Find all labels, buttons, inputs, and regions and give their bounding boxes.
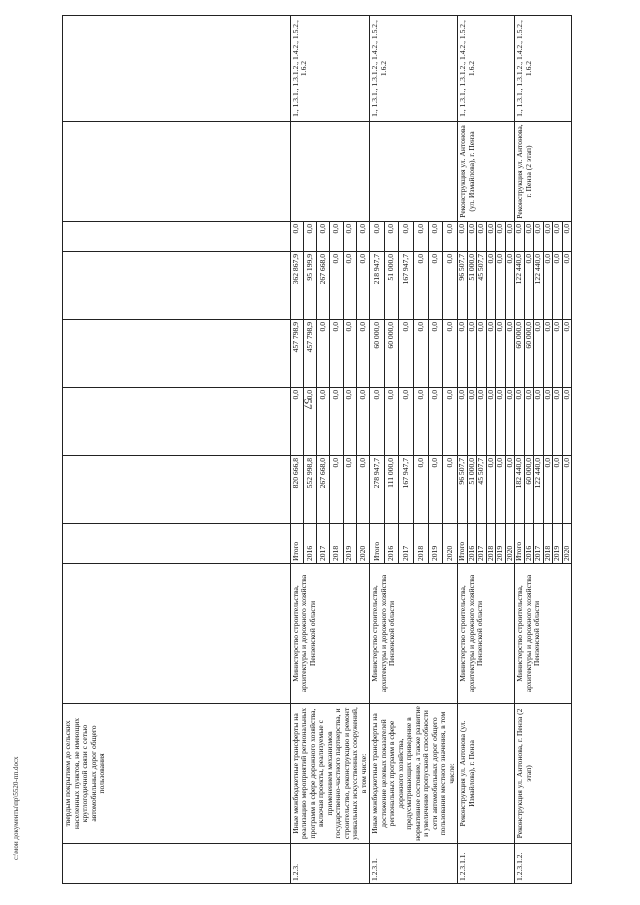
amount-local: 0,0 (428, 252, 443, 320)
amount-federal: 0,0 (534, 388, 544, 456)
amount-local: 0,0 (356, 252, 369, 320)
year-cell: Итого (370, 524, 385, 564)
amount-local: 96 507,7 (458, 252, 468, 320)
amount-total: 60 000,0 (524, 456, 534, 524)
amount-total: 820 666,8 (290, 456, 303, 524)
year-cell: Итого (290, 524, 303, 564)
year-cell: 2020 (356, 524, 369, 564)
row-number: 1.2.3.1. (370, 844, 458, 884)
amount-federal: 0,0 (443, 388, 458, 456)
amount-local: 0,0 (562, 252, 572, 320)
amount-regional: 457 798,9 (290, 320, 303, 388)
amount-other: 0,0 (553, 222, 563, 252)
amount-total: 111 000,0 (384, 456, 399, 524)
year-cell: 2018 (486, 524, 496, 564)
indicators: 1., 1.3.1., 1.3.1.2., 1.4.2., 1.5.2., 1.6.2 (290, 16, 370, 122)
amount-regional: 457 798,9 (303, 320, 316, 388)
amount-local: 0,0 (524, 252, 534, 320)
amount-regional: 60 000,0 (370, 320, 385, 388)
amount-other: 0,0 (399, 222, 414, 252)
amount-total: 0,0 (343, 456, 356, 524)
amount-federal: 0,0 (515, 388, 525, 456)
amount-total: 0,0 (543, 456, 553, 524)
amount-total: 0,0 (496, 456, 506, 524)
footer-file-path: c:\мои документы\пр\5520-пп.docx (12, 756, 20, 860)
amount-regional: 0,0 (356, 320, 369, 388)
amount-federal: 0,0 (428, 388, 443, 456)
amount-local: 0,0 (553, 252, 563, 320)
amount-regional: 60 000,0 (515, 320, 525, 388)
amount-federal: 0,0 (477, 388, 487, 456)
amount-regional: 60 000,0 (384, 320, 399, 388)
indicators: 1., 1.3.1., 1.3.1.2., 1.4.2., 1.5.2., 1.6.2 (370, 16, 458, 122)
row-number: 1.2.3.1.1. (458, 844, 515, 884)
amount-federal: 0,0 (496, 388, 506, 456)
amount-total: 0,0 (356, 456, 369, 524)
year-cell: 2020 (562, 524, 572, 564)
amount-total: 167 947,7 (399, 456, 414, 524)
object-name: Реконструкция ул. Антонова, г. Пенза (2 этап) (515, 122, 572, 222)
executor: Министерство строительства, архитектуры и дорожного хозяйства Пензенской области (370, 564, 458, 704)
year-cell: 2017 (534, 524, 544, 564)
amount-regional: 0,0 (562, 320, 572, 388)
amount-local: 51 000,0 (467, 252, 477, 320)
amount-local: 122 440,0 (515, 252, 525, 320)
amount-other: 0,0 (384, 222, 399, 252)
amount-regional: 0,0 (553, 320, 563, 388)
year-cell: 2016 (303, 524, 316, 564)
amount-regional: 0,0 (543, 320, 553, 388)
row-number: 1.2.3. (290, 844, 370, 884)
amount-other: 0,0 (505, 222, 515, 252)
amount-federal: 0,0 (343, 388, 356, 456)
indicators: 1., 1.3.1., 1.3.1.2., 1.4.2., 1.5.2., 1.6.2 (458, 16, 515, 122)
table-body (63, 16, 572, 884)
executor: Министерство строительства, архитектуры и дорожного хозяйства Пензенской области (290, 564, 370, 704)
measure-name: Реконструкция ул. Антонова (ул. Измайлова), г. Пенза (458, 704, 515, 844)
amount-total: 96 507,7 (458, 456, 468, 524)
object-name: Реконструкция ул. Антонова (ул. Измайлова), г. Пенза (458, 122, 515, 222)
executor: Министерство строительства, архитектуры и дорожного хозяйства Пензенской области (515, 564, 572, 704)
amount-local: 218 947,7 (370, 252, 385, 320)
measure-name: Иные межбюджетные трансферты на реализацию мероприятий региональных программ в сфере дорожного хозяйства, включая проекты, реализуемые с применением механизмов государственно-частного партнерства, и строительство, реконструкцию и ремонт уникальных искусственных сооружений, в том числе: (290, 704, 370, 844)
amount-regional: 0,0 (428, 320, 443, 388)
amount-other: 0,0 (515, 222, 525, 252)
amount-total: 0,0 (562, 456, 572, 524)
amount-total: 0,0 (413, 456, 428, 524)
amount-local: 0,0 (505, 252, 515, 320)
measure-name: Иные межбюджетные трансферты на достижение целевых показателей региональных программ в сфере дорожного хозяйства, предусматривающих приведение в нормативное состояние, а также развитие и увеличение пропускной способности сети автомобильных дорог общего пользования местного значения, в том числе: (370, 704, 458, 844)
amount-other: 0,0 (428, 222, 443, 252)
amount-other: 0,0 (303, 222, 316, 252)
amount-local: 167 947,7 (399, 252, 414, 320)
amount-total: 182 440,0 (515, 456, 525, 524)
amount-regional: 60 000,0 (524, 320, 534, 388)
amount-federal: 0,0 (303, 388, 316, 456)
year-cell: 2019 (343, 524, 356, 564)
amount-total: 51 000,0 (467, 456, 477, 524)
object-name (290, 122, 370, 222)
amount-regional: 0,0 (443, 320, 458, 388)
year-cell: 2020 (443, 524, 458, 564)
rotated-table-container (62, 16, 572, 884)
year-cell: 2017 (317, 524, 330, 564)
amount-other: 0,0 (356, 222, 369, 252)
amount-regional: 0,0 (399, 320, 414, 388)
amount-total: 552 998,8 (303, 456, 316, 524)
year-cell: 2017 (399, 524, 414, 564)
amount-federal: 0,0 (370, 388, 385, 456)
budget-table (62, 15, 572, 884)
continuation-text: твердым покрытием до сельских населенных пунктов, не имеющих круглогодичной связи с сетью автомобильных дорог общего пользования (63, 704, 291, 844)
amount-total: 267 668,0 (317, 456, 330, 524)
amount-federal: 0,0 (524, 388, 534, 456)
amount-regional: 0,0 (458, 320, 468, 388)
amount-other: 0,0 (413, 222, 428, 252)
amount-other: 0,0 (496, 222, 506, 252)
year-cell: Итого (515, 524, 525, 564)
amount-total: 278 947,7 (370, 456, 385, 524)
amount-regional: 0,0 (477, 320, 487, 388)
amount-local: 0,0 (496, 252, 506, 320)
amount-regional: 0,0 (467, 320, 477, 388)
year-cell: 2019 (553, 524, 563, 564)
amount-other: 0,0 (534, 222, 544, 252)
amount-other: 0,0 (543, 222, 553, 252)
row-number: 1.2.3.1.2. (515, 844, 572, 884)
amount-local: 45 507,7 (477, 252, 487, 320)
amount-regional: 0,0 (486, 320, 496, 388)
year-cell: 2018 (330, 524, 343, 564)
year-cell: 2018 (543, 524, 553, 564)
year-cell: 2016 (524, 524, 534, 564)
amount-total: 122 440,0 (534, 456, 544, 524)
year-cell: Итого (458, 524, 468, 564)
cont-num-cell (63, 844, 291, 884)
amount-other: 0,0 (477, 222, 487, 252)
year-cell: 2020 (505, 524, 515, 564)
year-cell: 2019 (496, 524, 506, 564)
amount-regional: 0,0 (505, 320, 515, 388)
year-cell: 2017 (477, 524, 487, 564)
amount-federal: 0,0 (467, 388, 477, 456)
year-cell: 2019 (428, 524, 443, 564)
page-number: 57 (301, 398, 314, 410)
amount-total: 0,0 (486, 456, 496, 524)
year-cell: 2018 (413, 524, 428, 564)
amount-local: 95 199,9 (303, 252, 316, 320)
table-row (370, 16, 385, 884)
amount-regional: 0,0 (413, 320, 428, 388)
amount-other: 0,0 (467, 222, 477, 252)
amount-other: 0,0 (458, 222, 468, 252)
amount-federal: 0,0 (505, 388, 515, 456)
amount-other: 0,0 (486, 222, 496, 252)
object-name (370, 122, 458, 222)
amount-federal: 0,0 (330, 388, 343, 456)
table-row (290, 16, 303, 884)
amount-other: 0,0 (317, 222, 330, 252)
amount-federal: 0,0 (413, 388, 428, 456)
amount-other: 0,0 (290, 222, 303, 252)
amount-federal: 0,0 (317, 388, 330, 456)
amount-federal: 0,0 (486, 388, 496, 456)
amount-local: 51 000,0 (384, 252, 399, 320)
amount-total: 0,0 (428, 456, 443, 524)
amount-regional: 0,0 (343, 320, 356, 388)
amount-federal: 0,0 (458, 388, 468, 456)
amount-local: 267 668,0 (317, 252, 330, 320)
amount-total: 0,0 (505, 456, 515, 524)
amount-total: 0,0 (553, 456, 563, 524)
amount-federal: 0,0 (290, 388, 303, 456)
amount-local: 122 440,0 (534, 252, 544, 320)
amount-total: 0,0 (443, 456, 458, 524)
amount-local: 0,0 (486, 252, 496, 320)
amount-local: 362 867,9 (290, 252, 303, 320)
amount-total: 0,0 (330, 456, 343, 524)
amount-regional: 0,0 (317, 320, 330, 388)
amount-federal: 0,0 (399, 388, 414, 456)
year-cell: 2016 (384, 524, 399, 564)
table-row (515, 16, 525, 884)
amount-federal: 0,0 (543, 388, 553, 456)
executor: Министерство строительства, архитектуры и дорожного хозяйства Пензенской области (458, 564, 515, 704)
measure-name: Реконструкция ул. Антонова, г. Пенза (2 этап) (515, 704, 572, 844)
amount-regional: 0,0 (330, 320, 343, 388)
amount-other: 0,0 (443, 222, 458, 252)
amount-other: 0,0 (330, 222, 343, 252)
amount-local: 0,0 (443, 252, 458, 320)
amount-federal: 0,0 (384, 388, 399, 456)
amount-local: 0,0 (543, 252, 553, 320)
amount-total: 45 507,7 (477, 456, 487, 524)
continuation-row (63, 16, 291, 884)
amount-other: 0,0 (524, 222, 534, 252)
indicators: 1., 1.3.1., 1.3.1.2., 1.4.2., 1.5.2., 1.6.2 (515, 16, 572, 122)
amount-federal: 0,0 (356, 388, 369, 456)
amount-other: 0,0 (562, 222, 572, 252)
amount-regional: 0,0 (496, 320, 506, 388)
amount-other: 0,0 (370, 222, 385, 252)
amount-local: 0,0 (330, 252, 343, 320)
amount-federal: 0,0 (562, 388, 572, 456)
amount-other: 0,0 (343, 222, 356, 252)
table-row (458, 16, 468, 884)
amount-federal: 0,0 (553, 388, 563, 456)
year-cell: 2016 (467, 524, 477, 564)
amount-local: 0,0 (413, 252, 428, 320)
amount-regional: 0,0 (534, 320, 544, 388)
amount-local: 0,0 (343, 252, 356, 320)
